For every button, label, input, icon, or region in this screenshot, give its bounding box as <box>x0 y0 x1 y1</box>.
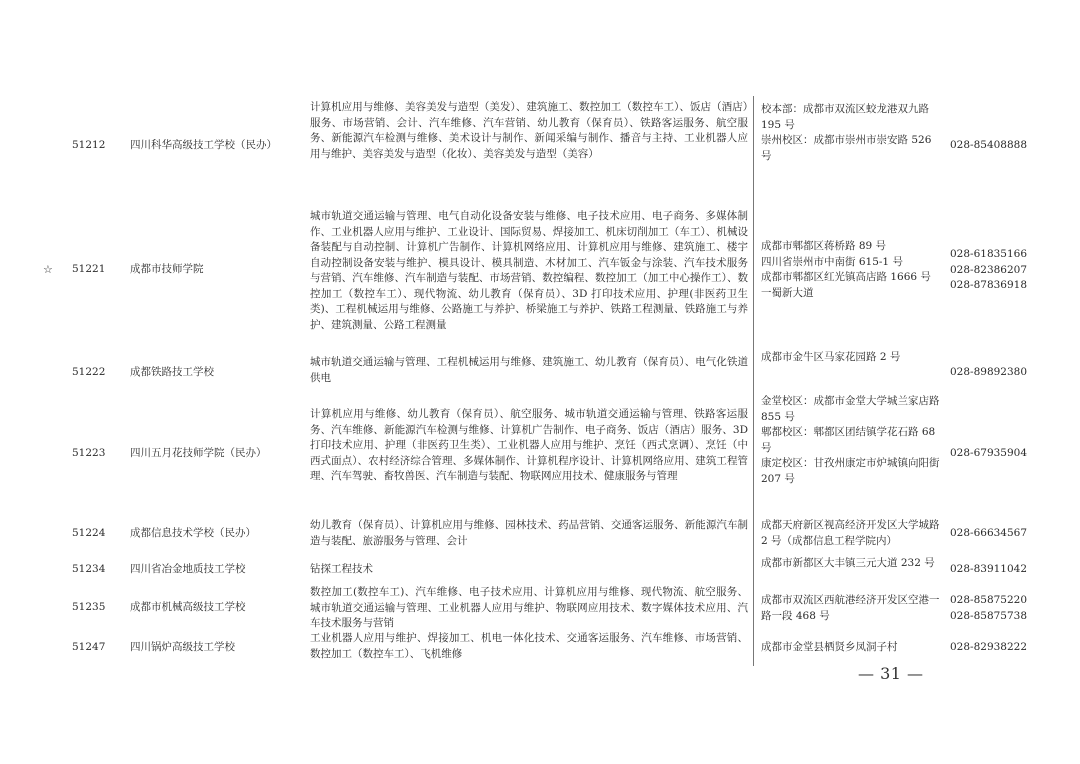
phone-line: 028-61835166 <box>950 248 1028 260</box>
school-code: 51235 <box>72 601 106 613</box>
phone-line: 028-85408888 <box>950 139 1028 151</box>
phone-line: 028-87836918 <box>950 279 1028 291</box>
table-row <box>0 351 1080 387</box>
school-address <box>761 102 941 164</box>
table-row <box>0 557 1080 582</box>
school-majors: 数控加工(数控车工)、汽车维修、电子技术应用、计算机应用与维修、现代物流、航空服务、城市轨道交通运输与管理、工业机器人应用与维护、物联网应用技术、数字媒体技术应用、汽车技术服务与营销 <box>310 586 748 629</box>
school-majors: 工业机器人应用与维护、焊接加工、机电一体化技术、交通客运服务、汽车维修、市场营销、数控加工（数控车工）、飞机维修 <box>310 632 748 660</box>
school-phone <box>950 247 1060 294</box>
school-address <box>761 556 941 572</box>
phone-line: 028-82938222 <box>950 641 1028 653</box>
school-address <box>761 640 941 656</box>
school-majors: 计算机应用与维修、美容美发与造型（美发）、建筑施工、数控加工（数控车工）、饭店（酒店）服务、市场营销、会计、汽车维修、汽车营销、幼儿教育（保育员）、铁路客运服务、航空服务、新能源汽车检测与维修、美术设计与制作、新闻采编与制作、播音与主持、工业机器人应用与维护、美容美发与造型（化妆）、美容美发与造型（美容） <box>310 101 748 160</box>
table-row <box>0 516 1080 550</box>
school-code: 51212 <box>72 139 106 151</box>
school-code: 51222 <box>72 366 106 378</box>
school-majors: 城市轨道交通运输与管理、电气自动化设备安装与维修、电子技术应用、电子商务、多媒体制作、工业机器人应用与维护、工业设计、国际贸易、焊接加工、机床切削加工（车工）、机械设备装配与自动控制、计算机广告制作、计算机网络应用、计算机应用与维修、建筑施工、楼宇自动控制设备安装与维护、模具设计、模具制造、木材加工、汽车钣金与涂装、汽车技术服务与营销、汽车维修、汽车制造与装配、市场营销、数控编程、数控加工（加工中心操作工）、数控加工（数控车工）、现代物流、幼儿教育（保育员）、3D 打印技术应用、护理(非医药卫生类)、工程机械运用与维修、公路施工与养护、桥梁施工与养护、铁路工程测量、铁路施工与养护、建筑测量、公路工程测量 <box>310 210 748 331</box>
school-code: 51247 <box>72 641 106 653</box>
school-name: 成都信息技术学校（民办） <box>130 527 256 539</box>
address-line: 金堂校区：成都市金堂大学城兰家店路 855 号 <box>761 395 940 423</box>
school-code: 51221 <box>72 263 106 275</box>
address-line: 成都市新都区大丰镇三元大道 232 号 <box>761 557 935 569</box>
table-row <box>0 585 1080 630</box>
address-line: 康定校区：甘孜州康定市炉城镇向阳街 207 号 <box>761 457 940 485</box>
school-phone <box>950 593 1060 624</box>
phone-line: 028-83911042 <box>950 563 1028 575</box>
star-icon: ☆ <box>43 263 53 276</box>
school-phone <box>950 640 1060 656</box>
phone-line: 028-67935904 <box>950 447 1028 459</box>
school-address <box>761 239 941 301</box>
school-phone <box>950 446 1060 462</box>
address-line: 崇州校区：成都市崇州市崇安路 526 号 <box>761 134 932 162</box>
phone-line: 028-89892380 <box>950 366 1028 378</box>
phone-line: 028-66634567 <box>950 527 1028 539</box>
school-address <box>761 394 941 487</box>
school-name: 成都铁路技工学校 <box>130 366 214 378</box>
address-line: 成都市金堂县栖贤乡凤洞子村 <box>761 641 898 653</box>
school-phone <box>950 138 1060 154</box>
address-line: 郫都校区：郫都区团结镇学花石路 68 号 <box>761 426 936 454</box>
address-line: 成都市郫都区蒋桥路 89 号 <box>761 240 887 252</box>
table-row <box>0 631 1080 663</box>
school-majors: 城市轨道交通运输与管理、工程机械运用与维修、建筑施工、幼儿教育（保育员）、电气化铁道供电 <box>310 356 748 384</box>
school-name: 成都市机械高级技工学校 <box>130 601 246 613</box>
school-code: 51223 <box>72 447 106 459</box>
table-row <box>0 395 1080 500</box>
school-name: 四川科华高级技工学校（民办） <box>130 139 277 151</box>
school-name: 四川省冶金地质技工学校 <box>130 563 246 575</box>
school-code: 51234 <box>72 563 106 575</box>
school-phone <box>950 562 1060 578</box>
school-majors: 计算机应用与维修、幼儿教育（保育员）、航空服务、城市轨道交通运输与管理、铁路客运服务、汽车维修、新能源汽车检测与维修、计算机广告制作、电子商务、饭店（酒店）服务、3D 打印技术应用、护理（非医药卫生类）、工业机器人应用与维护、烹饪（西式烹调）、烹饪（中西式面点）、农村经济综合管理、多媒体制作、计算机程序设计、计算机网络应用、建筑工程管理、汽车驾驶、畜牧兽医、汽车制造与装配、物联网应用技术、健康服务与管理 <box>310 408 748 482</box>
address-line: 成都市双流区西航港经济开发区空港一路一段 468 号 <box>761 594 940 622</box>
address-line: 校本部：成都市双流区蛟龙港双九路 195 号 <box>761 103 929 131</box>
phone-line: 028-85875738 <box>950 609 1028 622</box>
address-line: 成都市郫都区红光镇高店路 1666 号一蜀新大道 <box>761 271 931 299</box>
school-address <box>761 593 941 624</box>
page-number: — 31 — <box>858 664 924 683</box>
table-row <box>0 100 1080 170</box>
school-address <box>761 518 941 549</box>
address-line: 成都市金牛区马家花园路 2 号 <box>761 351 901 363</box>
address-line: 四川省崇州市中南街 615-1 号 <box>761 255 903 268</box>
school-phone <box>950 365 1060 381</box>
school-code: 51224 <box>72 527 106 539</box>
phone-line: 028-85875220 <box>950 594 1028 606</box>
table-row <box>0 209 1080 334</box>
school-phone <box>950 526 1060 542</box>
school-majors: 钻探工程技术 <box>310 563 373 575</box>
school-name: 四川锅炉高级技工学校 <box>130 641 235 653</box>
school-name: 四川五月花技师学院（民办） <box>130 447 267 459</box>
school-address <box>761 350 941 366</box>
school-name: 成都市技师学院 <box>130 263 204 275</box>
address-line: 成都天府新区视高经济开发区大学城路 2 号（成都信息工程学院内） <box>761 519 940 547</box>
school-majors: 幼儿教育（保育员）、计算机应用与维修、园林技术、药品营销、交通客运服务、新能源汽车制造与装配、旅游服务与管理、会计 <box>310 519 748 547</box>
phone-line: 028-82386207 <box>950 263 1028 276</box>
